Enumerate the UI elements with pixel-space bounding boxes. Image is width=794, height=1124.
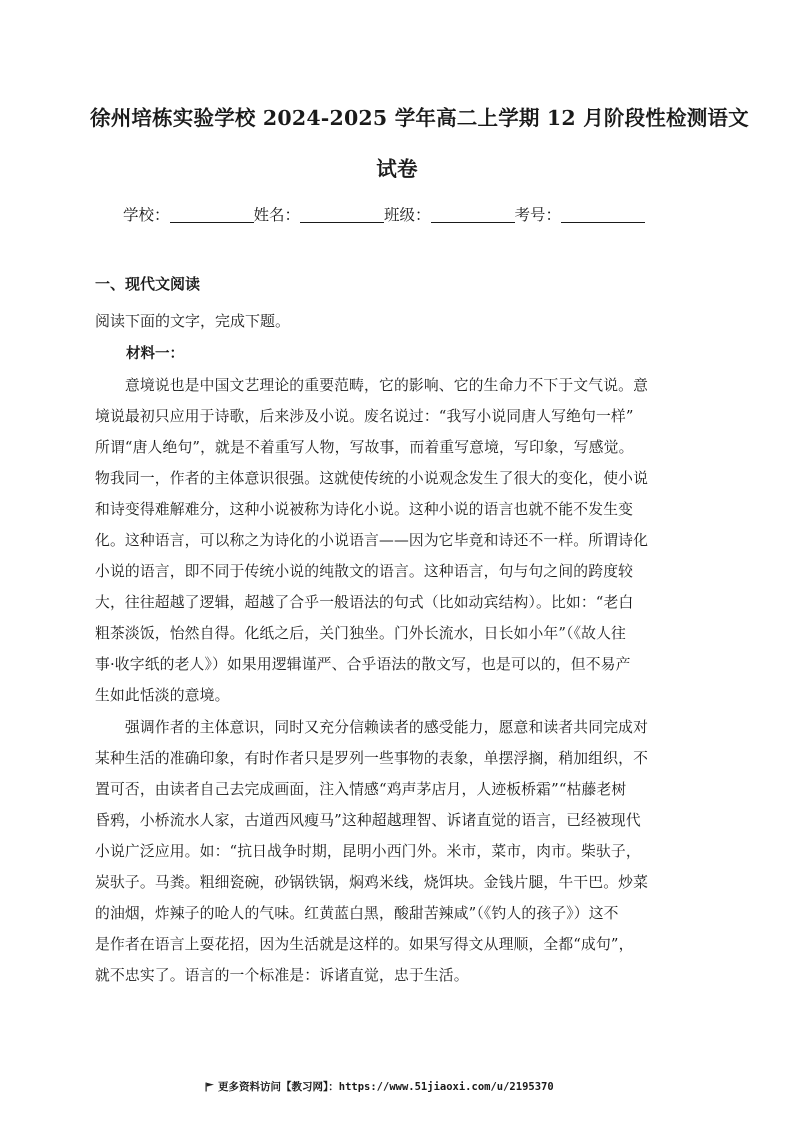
class-blank[interactable] [431,208,515,223]
exam-number-field [515,203,646,225]
paragraph-line: 和诗变得难解难分，这种小说被称为诗化小说。这种小说的语言也就不能不发生变 [95,501,634,518]
paragraph-line: 的油烟，炸辣子的呛人的气味。红黄蓝白黑，酸甜苦辣咸”（《钓人的孩子》）这不 [95,905,619,922]
paragraph-line: 炭驮子。马粪。粗细瓷碗，砂锅铁锅，焖鸡米线，烧饵块。金钱片腿，牛干巴。炒菜 [95,874,649,891]
paragraph-line: 昏鸦，小桥流水人家，古道西风瘦马”这种超越理智、诉诸直觉的语言，已经被现代 [95,812,641,829]
paragraph-line: 某种生活的准确印象，有时作者只是罗列一些事物的表象，单摆浮搁，稍加组织，不 [95,750,649,767]
paragraph-line: 置可否，由读者自己去完成画面，注入情感“鸡声茅店月，人迹板桥霜”“枯藤老树 [95,781,627,798]
exam-title-line-2: 试卷 [376,157,418,181]
school-field [123,203,254,225]
paragraph-line: 小说广泛应用。如：“抗日战争时期，昆明小西门外。米市，菜市，肉市。柴驮子， [95,843,641,860]
section-heading: 一、现代文阅读 [95,275,201,293]
footer-link[interactable] [205,1079,554,1094]
paragraph-line: 小说的语言，即不同于传统小说的纯散文的语言。这种语言，句与句之间的跨度较 [95,563,634,580]
paragraph-line: 生如此恬淡的意境。 [95,687,230,704]
paragraph-line: 化。这种语言，可以称之为诗化的小说语言——因为它毕竟和诗还不一样。所谓诗化 [95,532,649,549]
paragraph-line: 物我同一，作者的主体意识很强。这就使传统的小说观念发生了很大的变化，使小说 [95,470,649,487]
flag-icon [205,1082,215,1092]
school-label: 学校： [123,206,170,224]
paragraph-line: 是作者在语言上耍花招，因为生活就是这样的。如果写得文从理顺，全都“成句”， [95,936,634,953]
class-label: 班级： [384,206,431,224]
paragraph-line: 境说最初只应用于诗歌，后来涉及小说。废名说过：“我写小说同唐人写绝句一样” [95,408,634,425]
reading-instruction: 阅读下面的文字，完成下题。 [95,312,291,330]
student-info-row [123,203,645,225]
exam-title-line-1: 徐州培栋实验学校 2024-2025 学年高二上学期 12 月阶段性检测语文 [90,106,749,130]
name-blank[interactable] [300,208,384,223]
paragraph-line: 强调作者的主体意识，同时又充分信赖读者的感受能力，愿意和读者共同完成对 [95,719,649,736]
class-field [384,203,515,225]
exam-number-label: 考号： [514,206,562,224]
paragraph-line: 大，往往超越了逻辑，超越了合乎一般语法的句式（比如动宾结构）。比如：“老白 [95,594,634,611]
school-blank[interactable] [170,208,254,223]
material-label: 材料一： [126,346,184,362]
name-label: 姓名： [253,206,301,224]
name-field [254,203,385,225]
paragraph-line: 粗茶淡饭，怡然自得。化纸之后，关门独坐。门外长流水，日长如小年”（《故人往 [95,625,627,642]
paragraph-line: 意境说也是中国文艺理论的重要范畴，它的影响、它的生命力不下于文气说。意 [95,377,649,394]
exam-number-blank[interactable] [561,208,645,223]
paragraph-line: 事·收字纸的老人》）如果用逻辑谨严、合乎语法的散文写，也是可以的，但不易产 [95,656,631,673]
paragraph-line: 就不忠实了。语言的一个标准是：诉诸直觉，忠于生活。 [95,967,469,984]
paragraph-line: 所谓“唐人绝句”，就是不着重写人物，写故事，而着重写意境，写印象，写感觉。 [95,439,634,456]
footer-text: 更多资料访问【教习网】：https://www.51jiaoxi.com/u/2195370 [218,1081,554,1093]
